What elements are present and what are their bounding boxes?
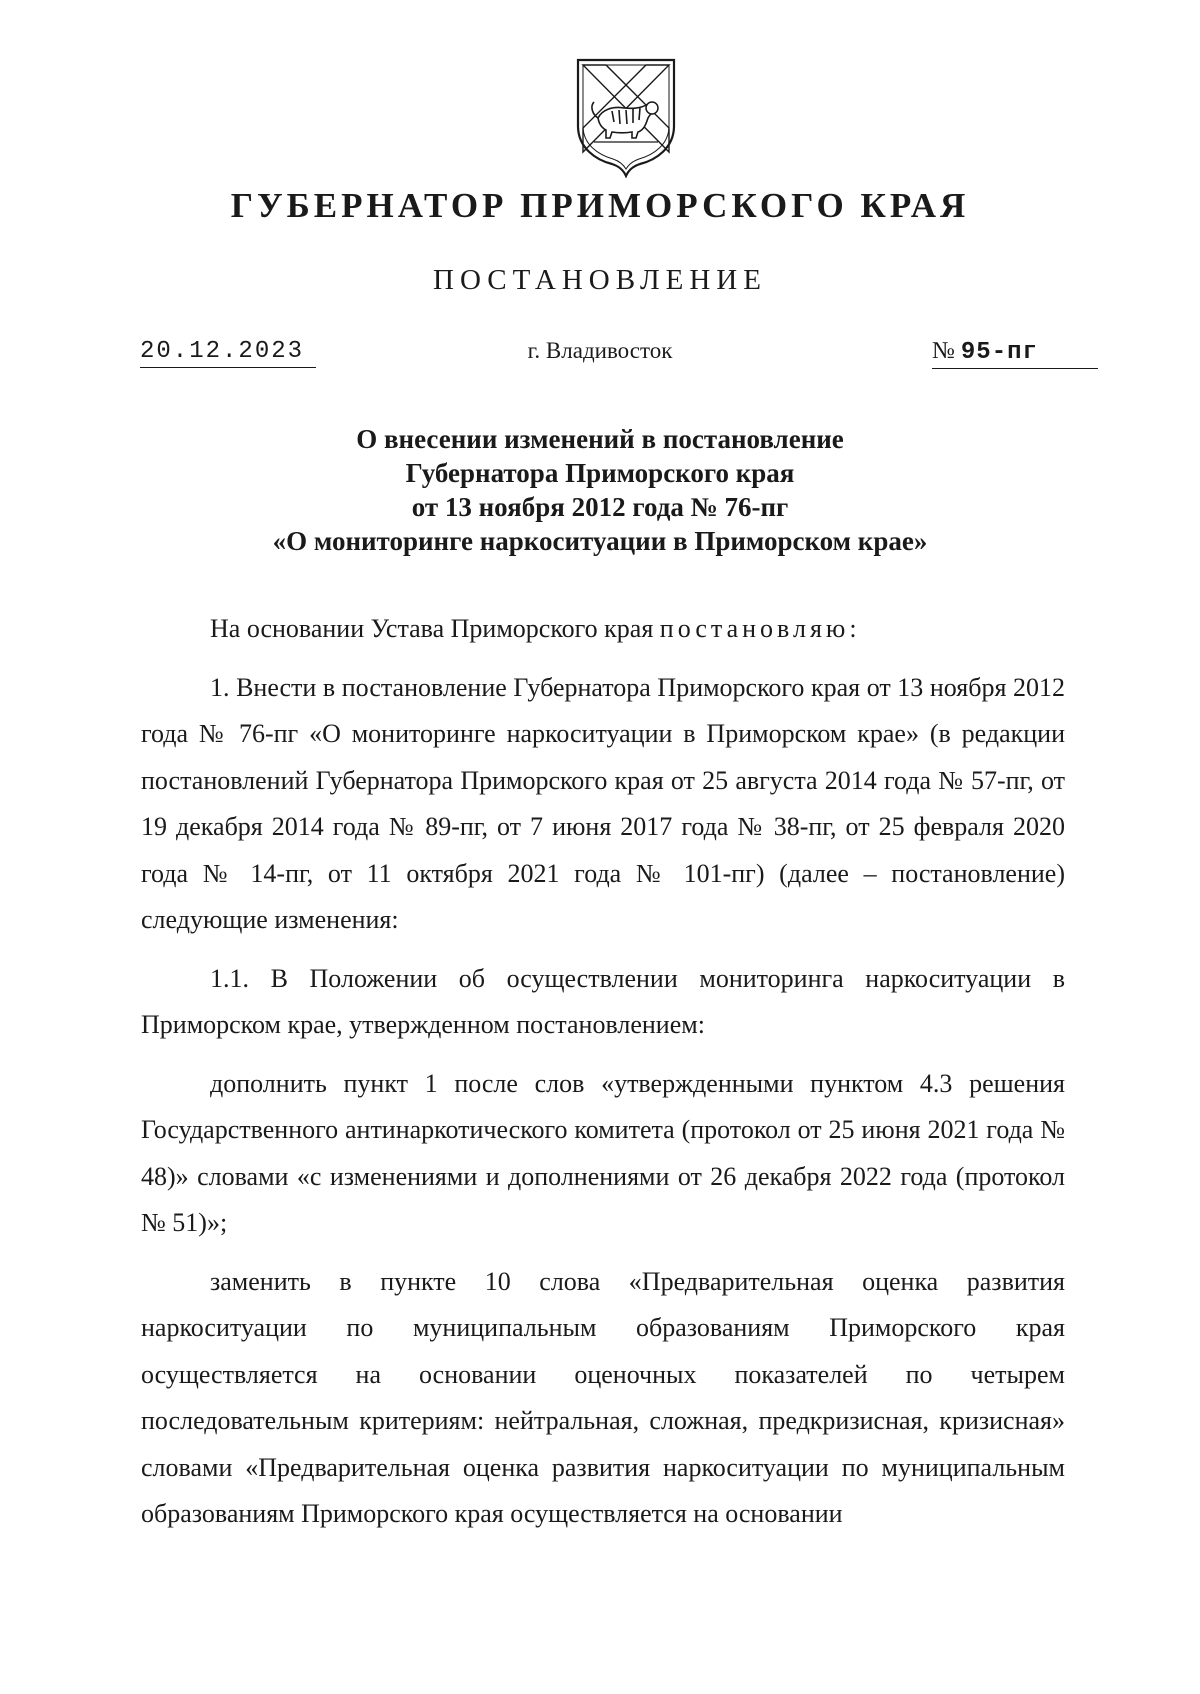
intro-paragraph (141, 606, 1065, 653)
document-date: 20.12.2023 (140, 338, 316, 368)
issuing-authority: ГУБЕРНАТОР ПРИМОРСКОГО КРАЯ (230, 186, 970, 225)
resolution-word: постановляю (659, 614, 850, 643)
intro-end: : (849, 614, 857, 643)
document-type: ПОСТАНОВЛЕНИЕ (433, 264, 767, 296)
document-title (0, 422, 1200, 558)
number-prefix: № (932, 338, 955, 364)
document-body (141, 606, 1065, 1550)
title-line: О внесении изменений в постановление (356, 424, 844, 454)
document-number (932, 338, 1098, 369)
body-paragraph: дополнить пункт 1 после слов «утвержденными пунктом 4.3 решения Государственного антинаркотического комитета (протокол от 25 июня 2021 года № 48)» словами «с изменениями и дополнениями от 26 декабря 2022 года (протокол № 51)»; (141, 1068, 1065, 1237)
intro-text: На основании Устава Приморского края (210, 614, 660, 643)
coat-of-arms-icon (572, 56, 680, 178)
document-city: г. Владивосток (527, 338, 673, 363)
number-value: 95-пг (960, 339, 1038, 366)
body-paragraph: 1.1. В Положении об осуществлении мониторинга наркоситуации в Приморском крае, утвержденном постановлением: (141, 963, 1065, 1039)
body-paragraph: заменить в пункте 10 слова «Предварительная оценка развития наркоситуации по муниципальным образованиям Приморского края осуществляется на основании оценочных показателей по четырем последовательным критериям: нейтральная, сложная, предкризисная, кризисная» словами «Предварительная оценка развития наркоситуации по муниципальным образованиям Приморского края осуществляется на основании (141, 1266, 1065, 1528)
body-paragraph: 1. Внести в постановление Губернатора Приморского края от 13 ноября 2012 года № 76-пг «О мониторинге наркоситуации в Приморском крае» (в редакции постановлений Губернатора Приморского края от 25 августа 2014 года № 57-пг, от 19 декабря 2014 года № 89-пг, от 7 июня 2017 года № 38-пг, от 25 февраля 2020 года № 14-пг, от 11 октября 2021 года № 101-пг) (далее – постановление) следующие изменения: (141, 672, 1065, 934)
title-line: «О мониторинге наркоситуации в Приморском крае» (272, 526, 928, 556)
title-line: Губернатора Приморского края (405, 458, 795, 488)
title-line: от 13 ноября 2012 года № 76-пг (411, 492, 789, 522)
